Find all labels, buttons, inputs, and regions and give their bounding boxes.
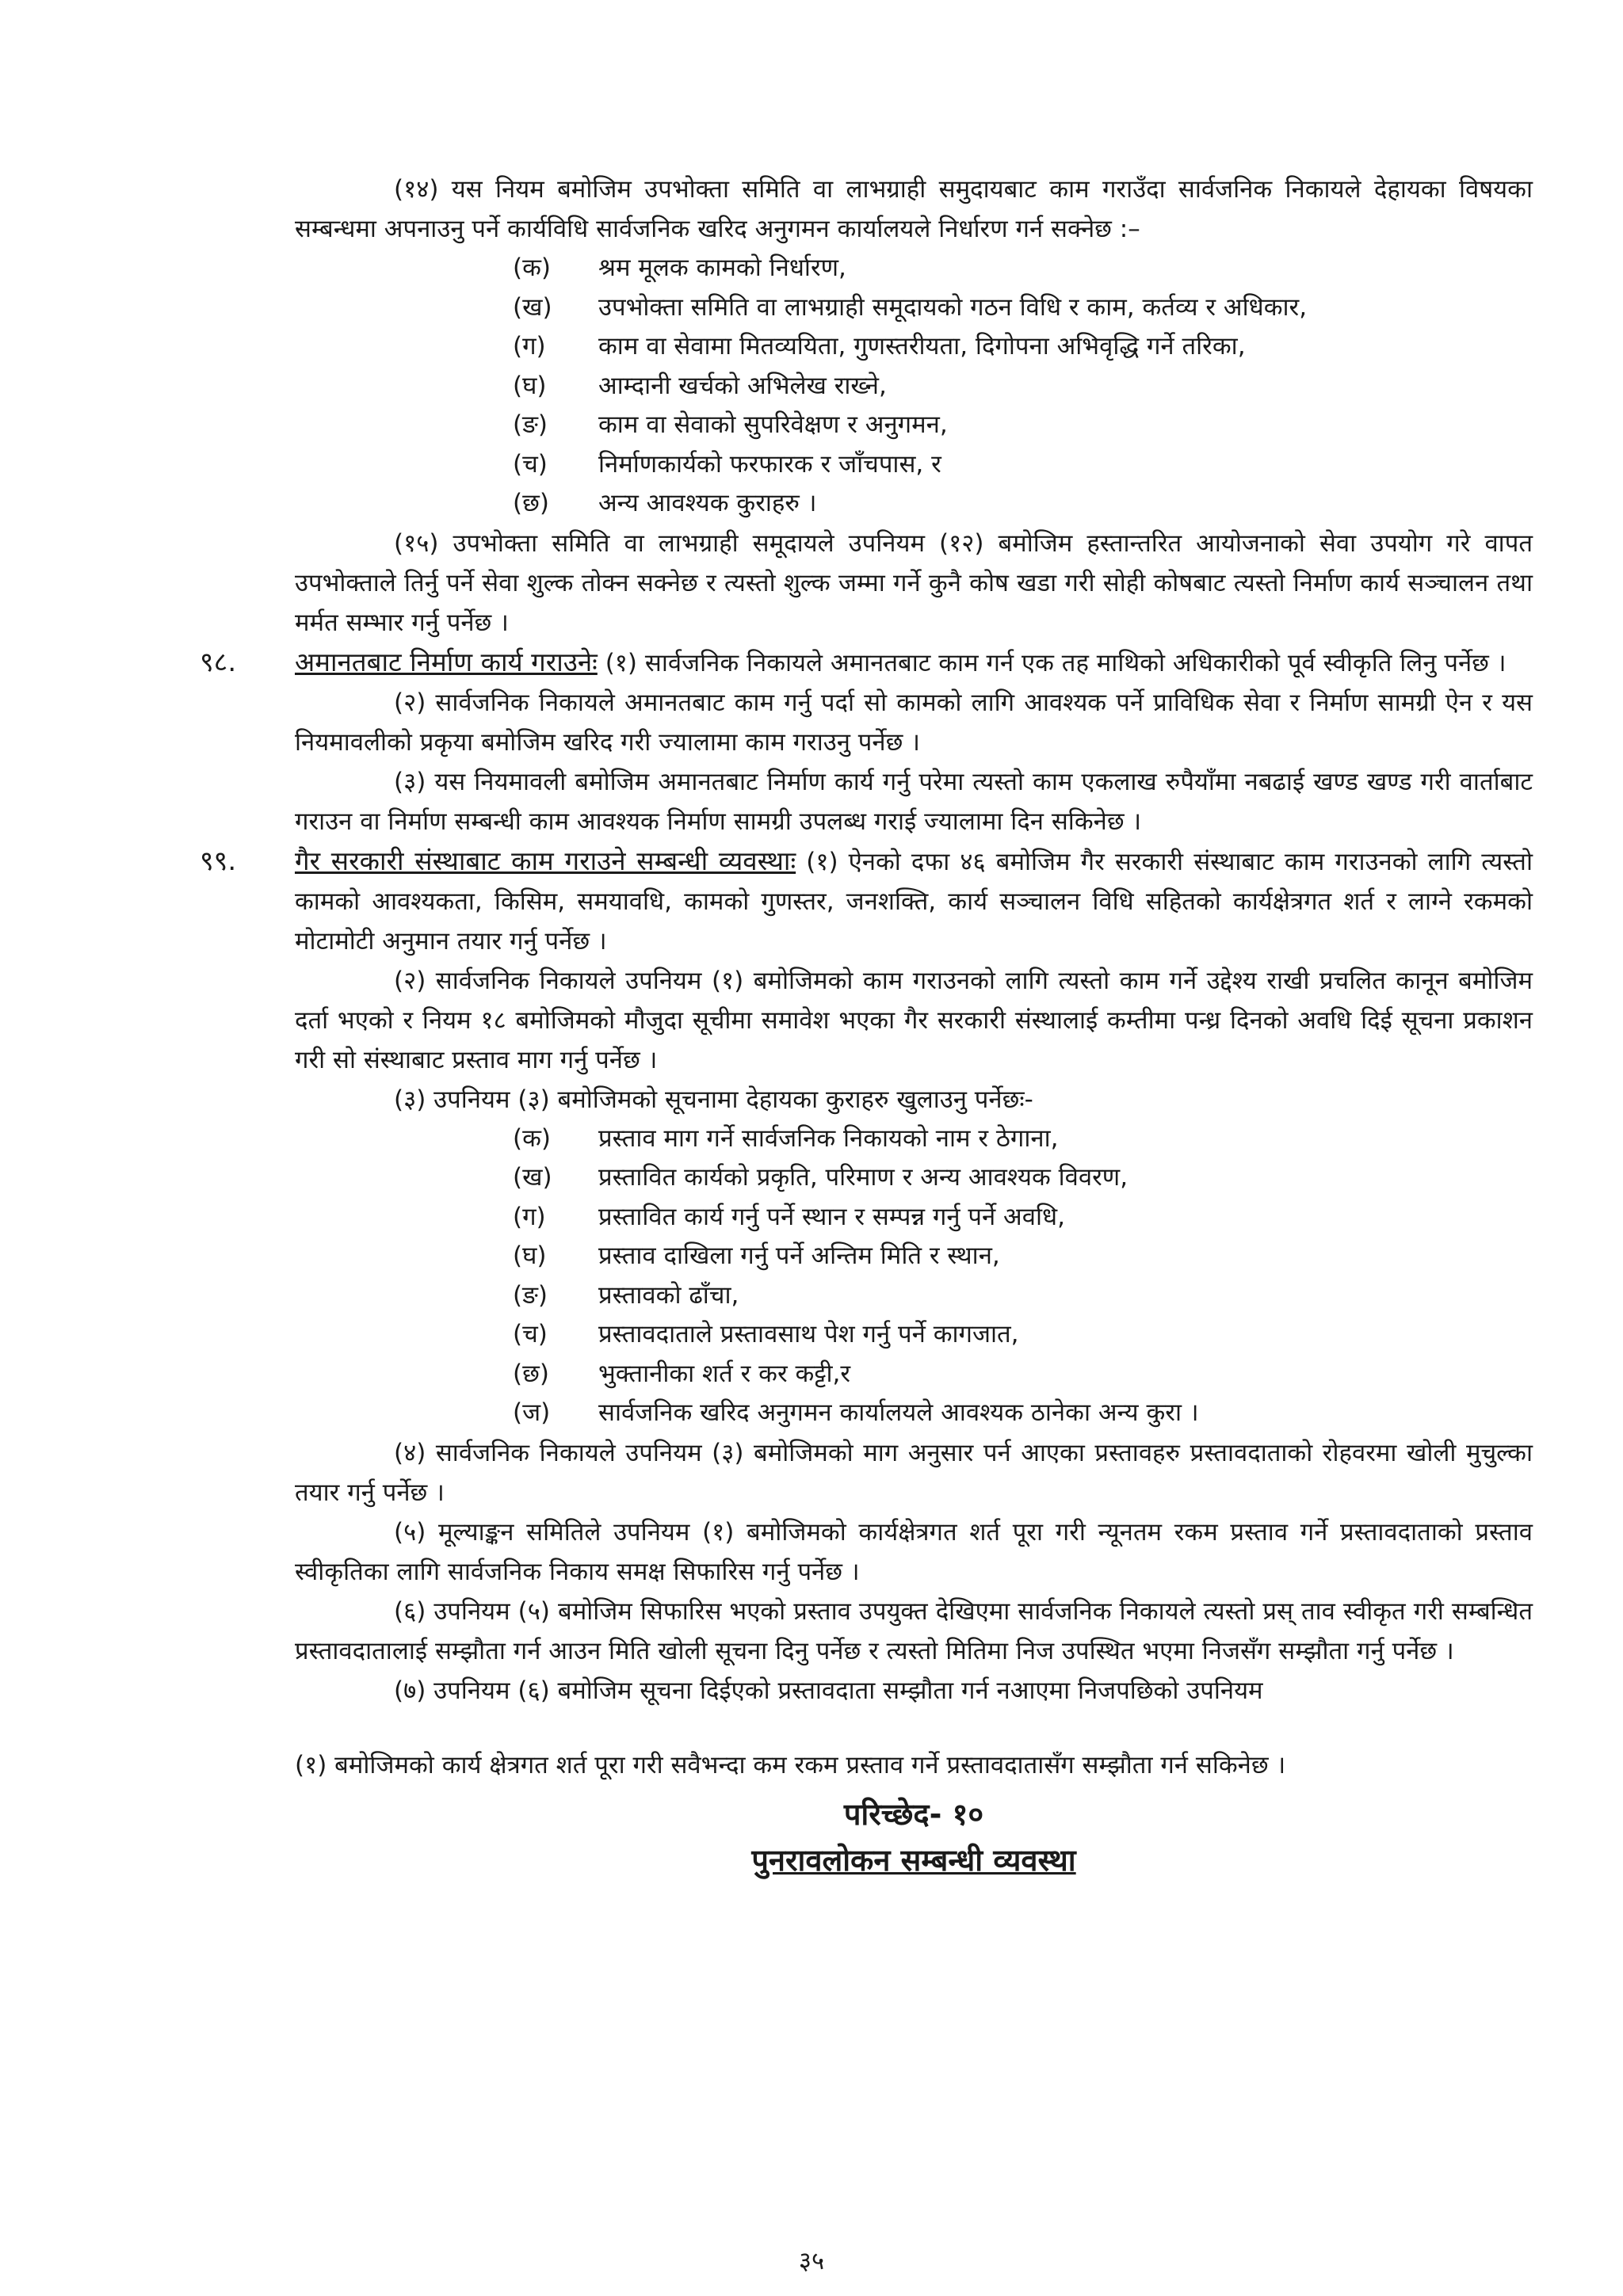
list-marker: (छ) — [513, 489, 549, 517]
list-marker: (ग) — [513, 1202, 546, 1231]
list-item — [295, 249, 1533, 288]
list-item — [295, 1394, 1533, 1433]
list-item — [295, 1237, 1533, 1276]
page-number: ३५ — [798, 2247, 825, 2275]
section-heading: गैर सरकारी संस्थाबाट काम गराउने सम्बन्धी व्यवस्थाः — [295, 845, 796, 876]
list-text: प्रस्ताव माग गर्ने सार्वजनिक निकायको नाम र ठेगाना, — [598, 1123, 1059, 1153]
section-number: ९८. — [200, 646, 237, 678]
list-text: काम वा सेवामा मितव्ययिता, गुणस्तरीयता, दिगोपना अभिवृद्धि गर्ने तरिका, — [598, 332, 1246, 360]
list-item — [295, 1276, 1533, 1316]
section-99 — [200, 841, 1533, 961]
section-99-intro — [295, 841, 1533, 961]
section-98-intro — [295, 643, 1533, 683]
list-item — [295, 1158, 1533, 1198]
paragraph-98-2: (२) सार्वजनिक निकायले अमानतबाट काम गर्नु पर्दा सो कामको लागि आवश्यक पर्ने प्राविधिक सेवा र निर्माण सामग्री ऐन र यस नियमावलीको प्रकृया बमोजिम खरिद गरी ज्यालामा काम गराउनु पर्नेछ । — [295, 688, 1533, 757]
list-item — [295, 484, 1533, 524]
list-text: श्रम मूलक कामको निर्धारण, — [598, 254, 846, 282]
list-text: प्रस्ताव दाखिला गर्नु पर्ने अन्तिम मिति र स्थान, — [598, 1241, 1000, 1270]
paragraph-99-7-continued: (१) बमोजिमको कार्य क्षेत्रगत शर्त पूरा गरी सवैभन्दा कम रकम प्रस्ताव गर्ने प्रस्तावदातासँग सम्झौता गर्न सकिनेछ । — [295, 1750, 1286, 1779]
list-item — [295, 288, 1533, 328]
section-text: (१) ऐनको दफा ४६ बमोजिम गैर सरकारी संस्थाबाट काम गराउनको लागि त्यस्तो कामको आवश्यकता, किसिम, समयावधि, कामको गुणस्तर, जनशक्ति, कार्य सञ्चालन विधि सहितको कार्यक्षेत्रगत शर्त र लाग्ने रकमको मोटामोटी अनुमान तयार गर्नु पर्नेछ । — [295, 847, 1533, 955]
list-text: निर्माणकार्यको फरफारक र जाँचपास, र — [598, 449, 941, 479]
paragraph-98-3: (३) यस नियमावली बमोजिम अमानतबाट निर्माण कार्य गर्नु परेमा त्यस्तो काम एकलाख रुपैयाँमा नबढाई खण्ड खण्ड गरी वार्ताबाट गराउन वा निर्माण सम्बन्धी काम आवश्यक निर्माण सामग्री उपलब्ध गराई ज्यालामा दिन सकिनेछ । — [295, 767, 1533, 836]
list-marker: (ख) — [513, 1163, 552, 1192]
list-item — [295, 1315, 1533, 1355]
list-text: उपभोक्ता समिति वा लाभग्राही समूदायको गठन विधि र काम, कर्तव्य र अधिकार, — [598, 292, 1308, 322]
list-marker: (क) — [513, 254, 551, 282]
list-item — [295, 406, 1533, 445]
list-item — [295, 445, 1533, 485]
paragraph-15: (१५) उपभोक्ता समिति वा लाभग्राही समूदायले उपनियम (१२) बमोजिम हस्तान्तरित आयोजनाको सेवा उपयोग गरे वापत उपभोक्ताले तिर्नु पर्ने सेवा शुल्क तोक्न सक्नेछ र त्यस्तो शुल्क जम्मा गर्ने कुनै कोष खडा गरी सोही कोषबाट त्यस्तो निर्माण कार्य सञ्चालन तथा मर्मत सम्भार गर्नु पर्नेछ । — [295, 528, 1533, 637]
list-marker: (च) — [513, 1320, 548, 1348]
list-marker: (क) — [513, 1123, 551, 1153]
section-text: (१) सार्वजनिक निकायले अमानतबाट काम गर्न एक तह माथिको अधिकारीको पूर्व स्वीकृति लिनु पर्नेछ । — [597, 648, 1507, 677]
list-item — [295, 1119, 1533, 1159]
chapter-title: परिच्छेद- १० — [843, 1796, 984, 1832]
list-marker: (घ) — [513, 371, 547, 400]
list-marker: (ङ) — [513, 1280, 548, 1310]
list-text: भुक्तानीका शर्त र कर कट्टी,र — [598, 1359, 851, 1388]
list-text: प्रस्तावित कार्य गर्नु पर्ने स्थान र सम्पन्न गर्नु पर्ने अवधि, — [598, 1202, 1065, 1231]
list-notice-contents — [295, 1119, 1533, 1433]
list-marker: (घ) — [513, 1241, 547, 1270]
list-item — [295, 1355, 1533, 1394]
list-text: प्रस्तावित कार्यको प्रकृति, परिमाण र अन्य आवश्यक विवरण, — [598, 1163, 1128, 1192]
paragraph-99-3: (३) उपनियम (३) बमोजिमको सूचनामा देहायका कुराहरु खुलाउनु पर्नेछः- — [394, 1085, 1033, 1114]
list-marker: (च) — [513, 449, 548, 479]
list-procedures — [295, 249, 1533, 524]
list-marker: (ग) — [513, 332, 546, 360]
list-text: प्रस्तावको ढाँचा, — [598, 1280, 739, 1310]
list-text: प्रस्तावदाताले प्रस्तावसाथ पेश गर्नु पर्ने कागजात, — [598, 1320, 1019, 1348]
section-number: ९९. — [200, 845, 237, 877]
list-marker: (ज) — [513, 1398, 551, 1427]
paragraph-99-5: (५) मूल्याङ्कन समितिले उपनियम (१) बमोजिमको कार्यक्षेत्रगत शर्त पूरा गरी न्यूनतम रकम प्रस्ताव गर्ने प्रस्तावदाताको प्रस्ताव स्वीकृतिका लागि सार्वजनिक निकाय समक्ष सिफारिस गर्नु पर्नेछ । — [295, 1517, 1533, 1586]
list-text: आम्दानी खर्चको अभिलेख राख्ने, — [598, 371, 887, 400]
list-text: काम वा सेवाको सुपरिवेक्षण र अनुगमन, — [598, 410, 948, 439]
chapter-subtitle: पुनरावलोकन सम्बन्धी व्यवस्था — [751, 1842, 1076, 1878]
list-marker: (ख) — [513, 292, 552, 322]
paragraph-99-4: (४) सार्वजनिक निकायले उपनियम (३) बमोजिमको माग अनुसार पर्न आएका प्रस्तावहरु प्रस्तावदाताको रोहवरमा खोली मुचुल्का तयार गर्नु पर्नेछ । — [295, 1438, 1533, 1507]
list-text: सार्वजनिक खरिद अनुगमन कार्यालयले आवश्यक ठानेका अन्य कुरा । — [598, 1398, 1199, 1427]
section-heading: अमानतबाट निर्माण कार्य गराउनेः — [295, 646, 598, 677]
paragraph-14: (१४) यस नियम बमोजिम उपभोक्ता समिति वा लाभग्राही समुदायबाट काम गराउँदा सार्वजनिक निकायले देहायका विषयका सम्बन्धमा अपनाउनु पर्ने कार्यविधि सार्वजनिक खरिद अनुगमन कार्यालयले निर्धारण गर्न सक्नेछ :– — [295, 175, 1533, 243]
spacer — [295, 1711, 1533, 1745]
paragraph-99-7: (७) उपनियम (६) बमोजिम सूचना दिईएको प्रस्तावदाता सम्झौता गर्न नआएमा निजपछिको उपनियम — [394, 1676, 1263, 1705]
list-item — [295, 367, 1533, 406]
paragraph-99-6: (६) उपनियम (५) बमोजिम सिफारिस भएको प्रस्ताव उपयुक्त देखिएमा सार्वजनिक निकायले त्यस्तो प्रस् ताव स्वीकृत गरी सम्बन्धित प्रस्तावदातालाई सम्झौता गर्न आउन मिति खोली सूचना दिनु पर्नेछ र त्यस्तो मितिमा निज उपस्थित भएमा निजसँग सम्झौता गर्नु पर्नेछ । — [295, 1596, 1533, 1665]
section-98 — [200, 643, 1533, 683]
list-marker: (ङ) — [513, 410, 548, 439]
list-text: अन्य आवश्यक कुराहरु । — [598, 489, 817, 517]
list-item — [295, 327, 1533, 367]
document-body — [200, 170, 1533, 1883]
list-item — [295, 1198, 1533, 1238]
list-marker: (छ) — [513, 1359, 549, 1388]
paragraph-99-2: (२) सार्वजनिक निकायले उपनियम (१) बमोजिमको काम गराउनको लागि त्यस्तो काम गर्ने उद्देश्य राखी प्रचलित कानून बमोजिम दर्ता भएको र नियम १८ बमोजिमको मौजुदा सूचीमा समावेश भएका गैर सरकारी संस्थालाई कम्तीमा पन्ध्र दिनको अवधि दिई सूचना प्रकाशन गरी सो संस्थाबाट प्रस्ताव माग गर्नु पर्नेछ । — [295, 966, 1533, 1074]
